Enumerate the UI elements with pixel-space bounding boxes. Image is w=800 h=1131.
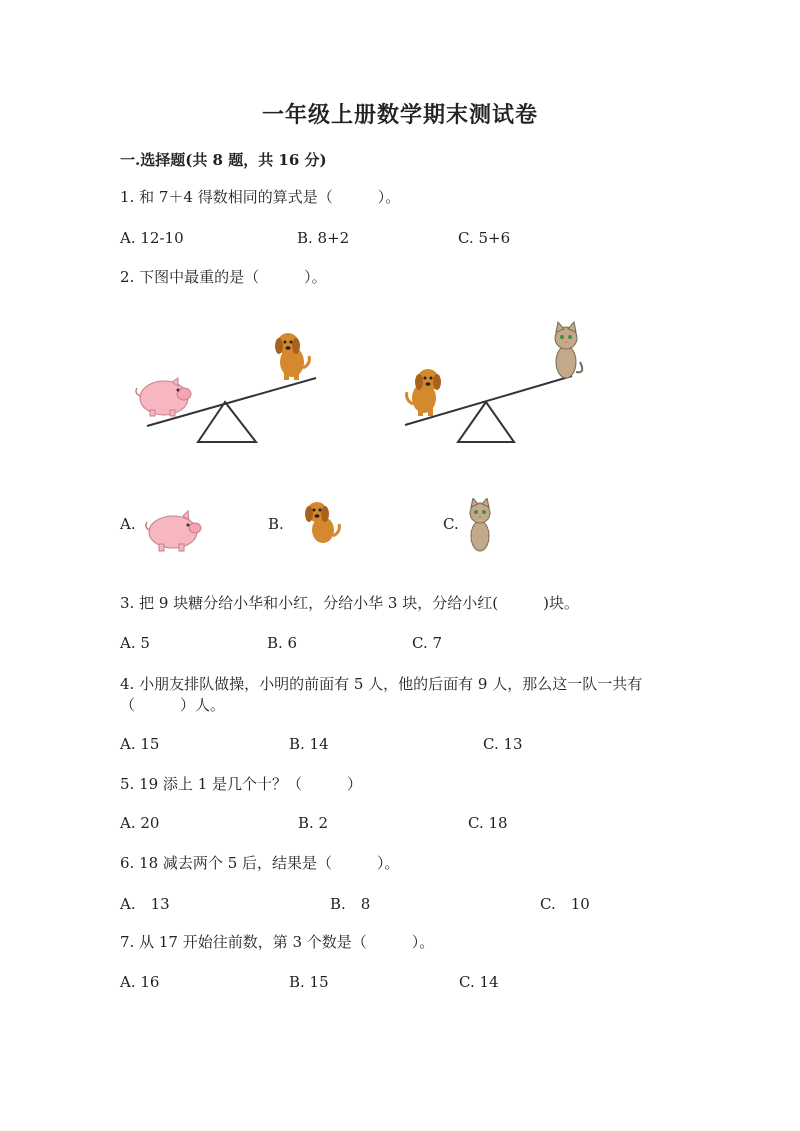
question-2: 2. 下图中最重的是（ ）。	[120, 268, 327, 286]
q6-option-a[interactable]: A. 13	[120, 895, 170, 913]
q4-option-b[interactable]: B. 14	[289, 735, 329, 753]
dog-icon	[275, 333, 309, 380]
q6-option-b[interactable]: B. 8	[330, 895, 371, 913]
q3-option-b[interactable]: B. 6	[267, 634, 298, 652]
question-3: 3. 把 9 块糖分给小华和小红，分给小华 3 块，分给小红( )块。	[120, 594, 579, 612]
q7-option-c[interactable]: C. 14	[459, 973, 499, 991]
question-1: 1. 和 7＋4 得数相同的算式是（ ）。	[120, 188, 401, 206]
cat-icon	[555, 322, 582, 378]
question-4-line-2: （ ）人。	[120, 696, 226, 714]
q2-option-b[interactable]: B.	[268, 515, 284, 533]
question-7: 7. 从 17 开始往前数，第 3 个数是（ ）。	[120, 933, 435, 951]
exam-title: 一年级上册数学期末测试卷	[261, 102, 538, 128]
seesaw-scene	[120, 310, 640, 470]
q7-option-b[interactable]: B. 15	[289, 973, 329, 991]
q5-option-b[interactable]: B. 2	[298, 814, 329, 832]
q7-option-a[interactable]: A. 16	[120, 973, 160, 991]
section-heading: 一.选择题(共 8 题，共 16 分)	[120, 151, 327, 169]
dog-icon[interactable]	[299, 500, 345, 546]
q1-option-b[interactable]: B. 8+2	[297, 229, 350, 247]
q2-option-a[interactable]: A.	[120, 515, 136, 533]
q1-option-a[interactable]: A. 12-10	[120, 229, 184, 247]
q6-option-c[interactable]: C. 10	[540, 895, 590, 913]
q4-option-a[interactable]: A. 15	[120, 735, 160, 753]
cat-icon[interactable]	[464, 498, 496, 554]
pig-icon[interactable]	[143, 508, 203, 554]
seesaw-left	[136, 333, 316, 442]
question-4-line-1: 4. 小朋友排队做操，小明的前面有 5 人，他的后面有 9 人，那么这一队一共有	[120, 675, 643, 693]
seesaw-right	[405, 322, 582, 442]
q5-option-a[interactable]: A. 20	[120, 814, 160, 832]
q1-option-c[interactable]: C. 5+6	[458, 229, 511, 247]
q3-option-c[interactable]: C. 7	[412, 634, 443, 652]
pig-icon	[136, 378, 191, 416]
q2-option-c[interactable]: C.	[443, 515, 459, 533]
q4-option-c[interactable]: C. 13	[483, 735, 523, 753]
question-6: 6. 18 减去两个 5 后，结果是（ ）。	[120, 854, 400, 872]
dog-icon	[407, 369, 441, 416]
q5-option-c[interactable]: C. 18	[468, 814, 508, 832]
q3-option-a[interactable]: A. 5	[120, 634, 150, 652]
question-5: 5. 19 添上 1 是几个十？（ ）	[120, 775, 363, 793]
